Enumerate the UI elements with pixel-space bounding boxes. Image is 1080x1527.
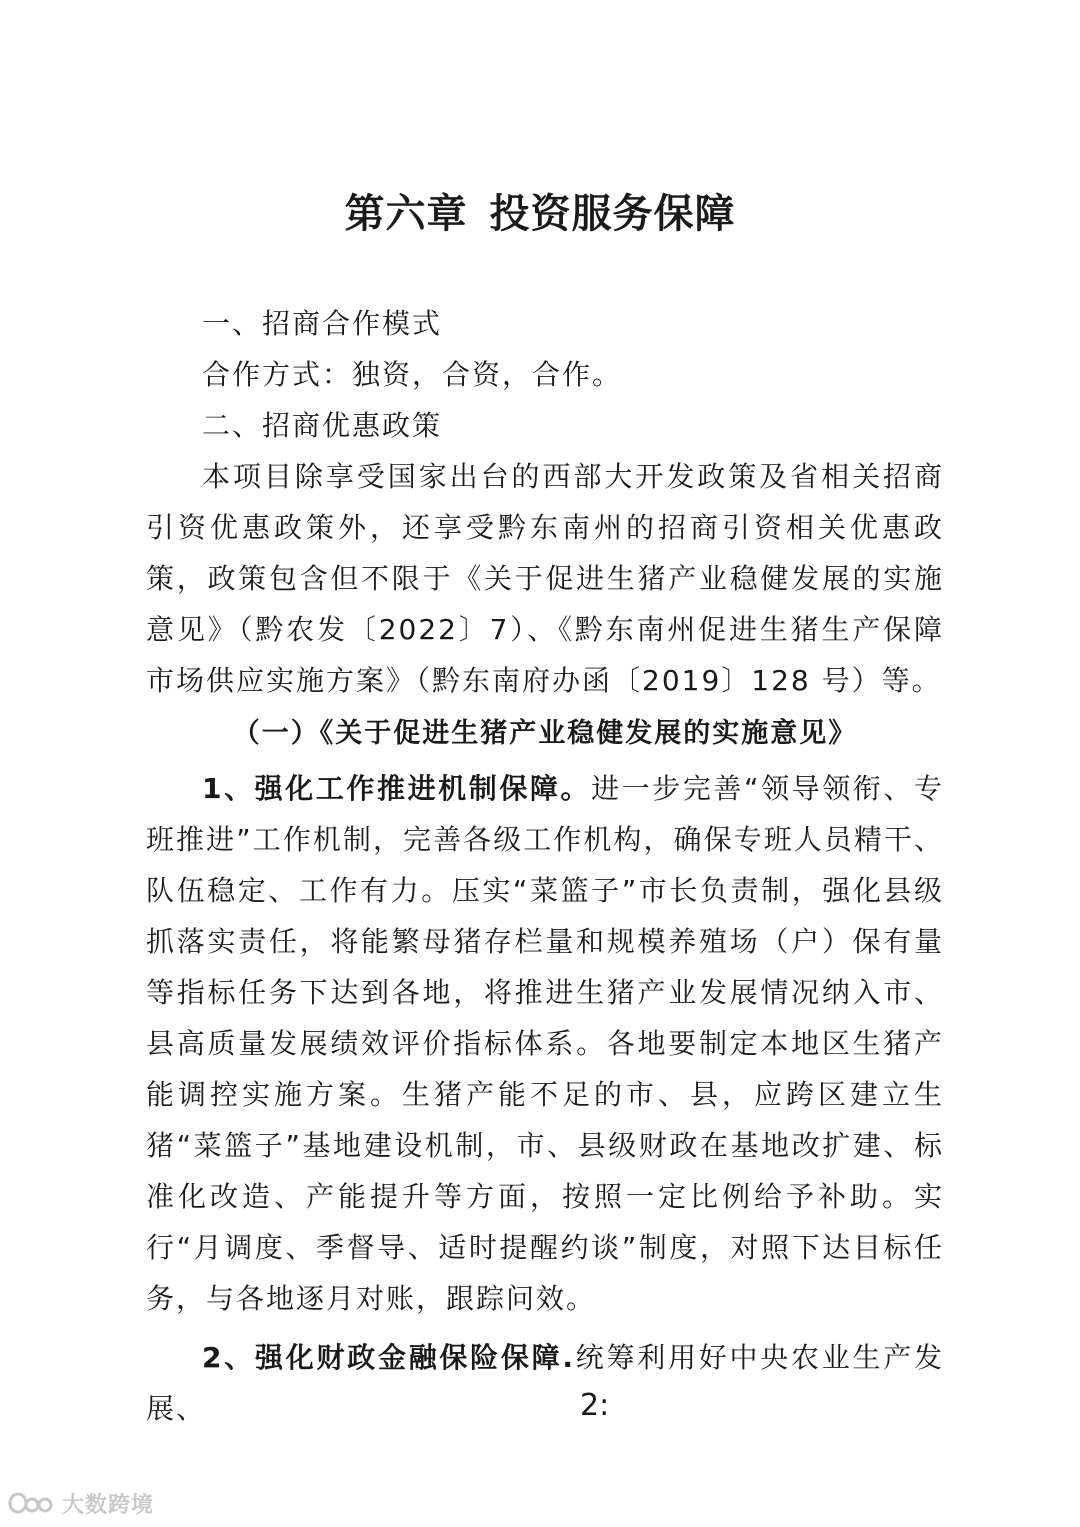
item-2-text: 统筹利用好中央农业生产发展、 xyxy=(146,1341,944,1425)
document-body xyxy=(146,298,944,1434)
item-2-paragraph xyxy=(146,1332,944,1434)
subsection-heading: （一）《关于促进生猪产业稳健发展的实施意见》 xyxy=(232,718,858,749)
section-heading-policy: 二、招商优惠政策 xyxy=(202,409,443,442)
item-2-lead: 2、强化财政金融保险保障. xyxy=(202,1341,576,1374)
section-heading-cooperation: 一、招商合作模式 xyxy=(202,307,443,340)
chapter-title xyxy=(0,186,1080,242)
page-number: 2: xyxy=(580,1388,610,1423)
watermark-text: 大数跨境 xyxy=(62,1492,155,1518)
watermark xyxy=(8,1488,154,1518)
item-1-text: 进一步完善“领导领衔、专班推进”工作机制，完善各级工作机构，确保专班人员精干、队伍稳定、工作有力。压实“菜篮子”市长负责制，强化县级抓落实责任，将能繁母猪存栏量和规模养殖场（户）保有量等指标任务下达到各地，将推进生猪产业发展情况纳入市、县高质量发展绩效评价指标体系。各地要制定本地区生猪产能调控实施方案。生猪产能不足的市、县，应跨区建立生猪“菜篮子”基地建设机制，市、县级财政在基地改扩建、标准化改造、产能提升等方面，按照一定比例给予补助。实行“月调度、季督导、适时提醒约谈”制度，对照下达目标任务，与各地逐月对账，跟踪问效。 xyxy=(146,772,945,1315)
item-1-lead: 1、强化工作推进机制保障。 xyxy=(202,772,592,805)
cooperation-text: 合作方式：独资，合资，合作。 xyxy=(202,358,623,391)
bigdata-logo-icon xyxy=(8,1490,56,1516)
item-1-paragraph xyxy=(146,763,944,1324)
chapter-name: 投资服务保障 xyxy=(489,190,736,237)
chapter-number: 第六章 xyxy=(344,190,468,237)
policy-paragraph: 本项目除享受国家出台的西部大开发政策及省相关招商引资优惠政策外，还享受黔东南州的招商引资相关优惠政策，政策包含但不限于《关于促进生猪产业稳健发展的实施意见》（黔农发〔2022〕7）、《黔东南州促进生猪生产保障市场供应实施方案》（黔东南府办函〔2019〕128 号）等。 xyxy=(146,460,944,697)
